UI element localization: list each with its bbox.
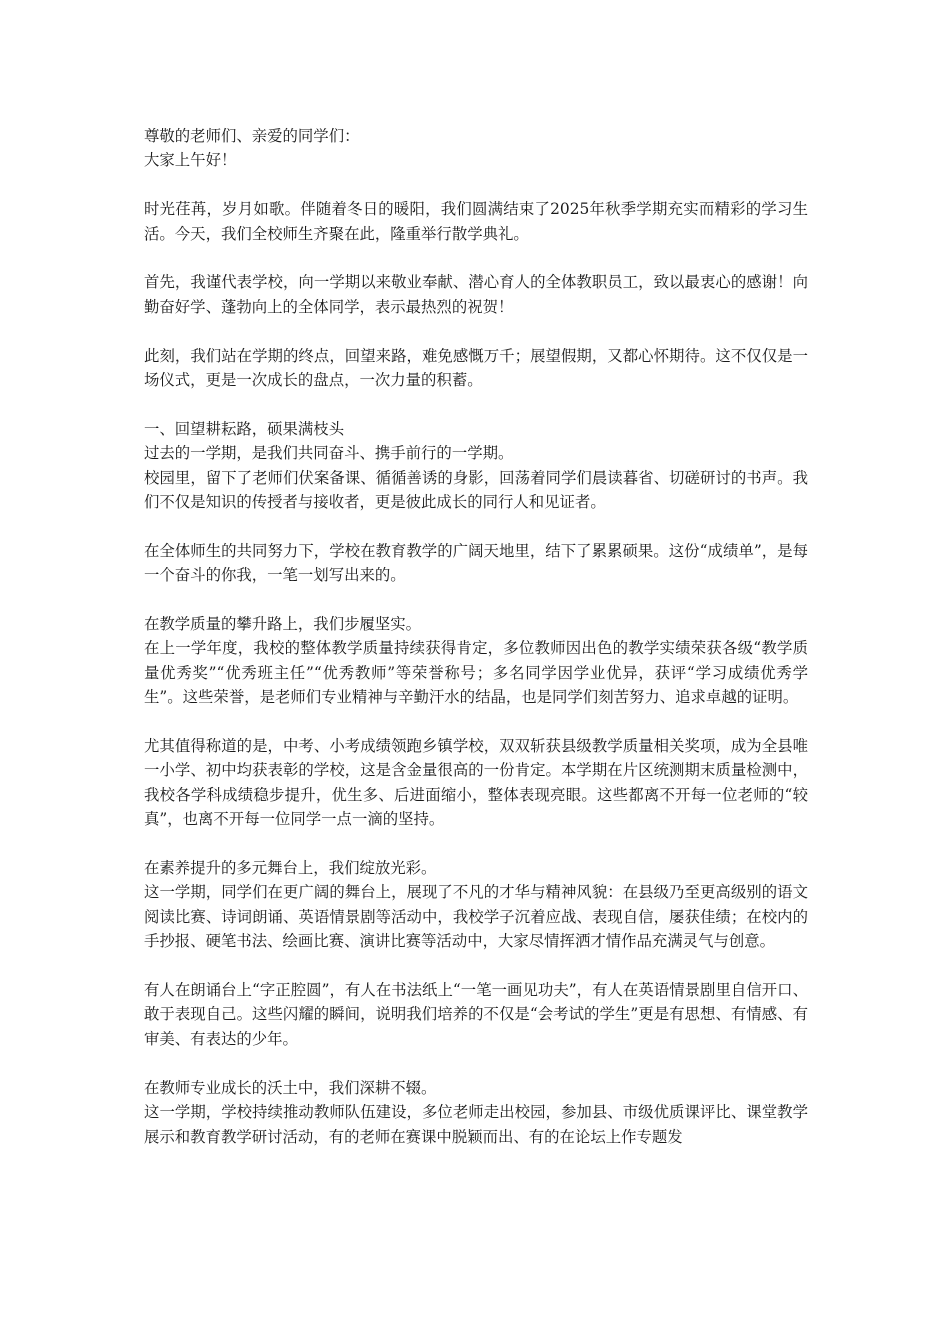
paragraph-gap <box>144 514 808 538</box>
paragraph-opening: 时光荏苒，岁月如歌。伴随着冬日的暖阳，我们圆满结束了2025年秋季学期充实而精彩的学习生活。今天，我们全校师生齐聚在此，隆重举行散学典礼。 <box>144 200 808 243</box>
subheading: 在教师专业成长的沃土中，我们深耕不辍。 <box>144 1078 437 1097</box>
paragraph: 在全体师生的共同努力下，学校在教育教学的广阔天地里，结下了累累硕果。这份“成绩单”，是每一个奋斗的你我，一笔一划写出来的。 <box>144 541 808 585</box>
greeting: 大家上午好！ <box>144 151 237 170</box>
paragraph: 过去的一学期，是我们共同奋斗、携手前行的一学期。 <box>144 444 514 463</box>
paragraph-gap <box>144 246 808 270</box>
salutation: 尊敬的老师们、亲爱的同学们： <box>144 127 360 145</box>
paragraph: 这一学期，同学们在更广阔的舞台上，展现了不凡的才华与精神风貌：在县级乃至更高级别的语文阅读比赛、诗词朗诵、英语情景剧等活动中，我校学子沉着应战、表现自信，屡获佳绩；在校内的手抄报、硬笔书法、绘画比赛、演讲比赛等活动中，大家尽情挥洒才情作品充满灵气与创意。 <box>144 883 808 951</box>
paragraph: 在上一学年度，我校的整体教学质量持续获得肯定，多位教师因出色的教学实绩荣获各级“教学质量优秀奖”“优秀班主任”“优秀教师”等荣誉称号；多名同学因学业优异，获评“学习成绩优秀学生”。这些荣誉，是老师们专业精神与辛勤汗水的结晶，也是同学们刻苦努力、追求卓越的证明。 <box>144 639 808 707</box>
document-body <box>144 124 808 1149</box>
paragraph: 尤其值得称道的是，中考、小考成绩领跑乡镇学校，双双斩获县级教学质量相关奖项，成为全县唯一小学、初中均获表彰的学校，这是含金量很高的一份肯定。本学期在片区统测期末质量检测中，我校各学科成绩稳步提升，优生多、后进面缩小，整体表现亮眼。这些都离不开每一位老师的“较真”，也离不开每一位同学一点一滴的坚持。 <box>144 737 808 829</box>
paragraph-gap <box>144 173 808 197</box>
paragraph-moment: 此刻，我们站在学期的终点，回望来路，难免感慨万千；展望假期，又都心怀期待。这不仅仅是一场仪式，更是一次成长的盘点，一次力量的积蓄。 <box>144 346 808 390</box>
paragraph-gap <box>144 1051 808 1075</box>
paragraph: 有人在朗诵台上“字正腔圆”，有人在书法纸上“一笔一画见功夫”，有人在英语情景剧里自信开口、敢于表现自己。这些闪耀的瞬间，说明我们培养的不仅是“会考试的学生”更是有思想、有情感、有审美、有表达的少年。 <box>144 981 808 1048</box>
paragraph: 校园里，留下了老师们伏案备课、循循善诱的身影，回荡着同学们晨读暮省、切磋研讨的书声。我们不仅是知识的传授者与接收者，更是彼此成长的同行人和见证者。 <box>144 468 808 512</box>
section-heading: 一、回望耕耘路，硕果满枝头 <box>144 419 345 438</box>
paragraph-gap <box>144 319 808 343</box>
paragraph-thanks: 首先，我谨代表学校，向一学期以来敬业奉献、潜心育人的全体教职员工，致以最衷心的感谢！向勤奋好学、蓬勃向上的全体同学，表示最热烈的祝贺！ <box>144 273 808 316</box>
paragraph-gap <box>144 392 808 416</box>
paragraph-gap <box>144 710 808 734</box>
paragraph-gap <box>144 832 808 856</box>
subheading: 在素养提升的多元舞台上，我们绽放光彩。 <box>144 859 437 878</box>
paragraph-gap <box>144 588 808 612</box>
paragraph: 这一学期，学校持续推动教师队伍建设，多位老师走出校园，参加县、市级优质课评比、课堂教学展示和教育教学研讨活动，有的老师在赛课中脱颖而出、有的在论坛上作专题发 <box>144 1103 808 1146</box>
paragraph-gap <box>144 954 808 978</box>
subheading: 在教学质量的攀升路上，我们步履坚实。 <box>144 615 422 634</box>
